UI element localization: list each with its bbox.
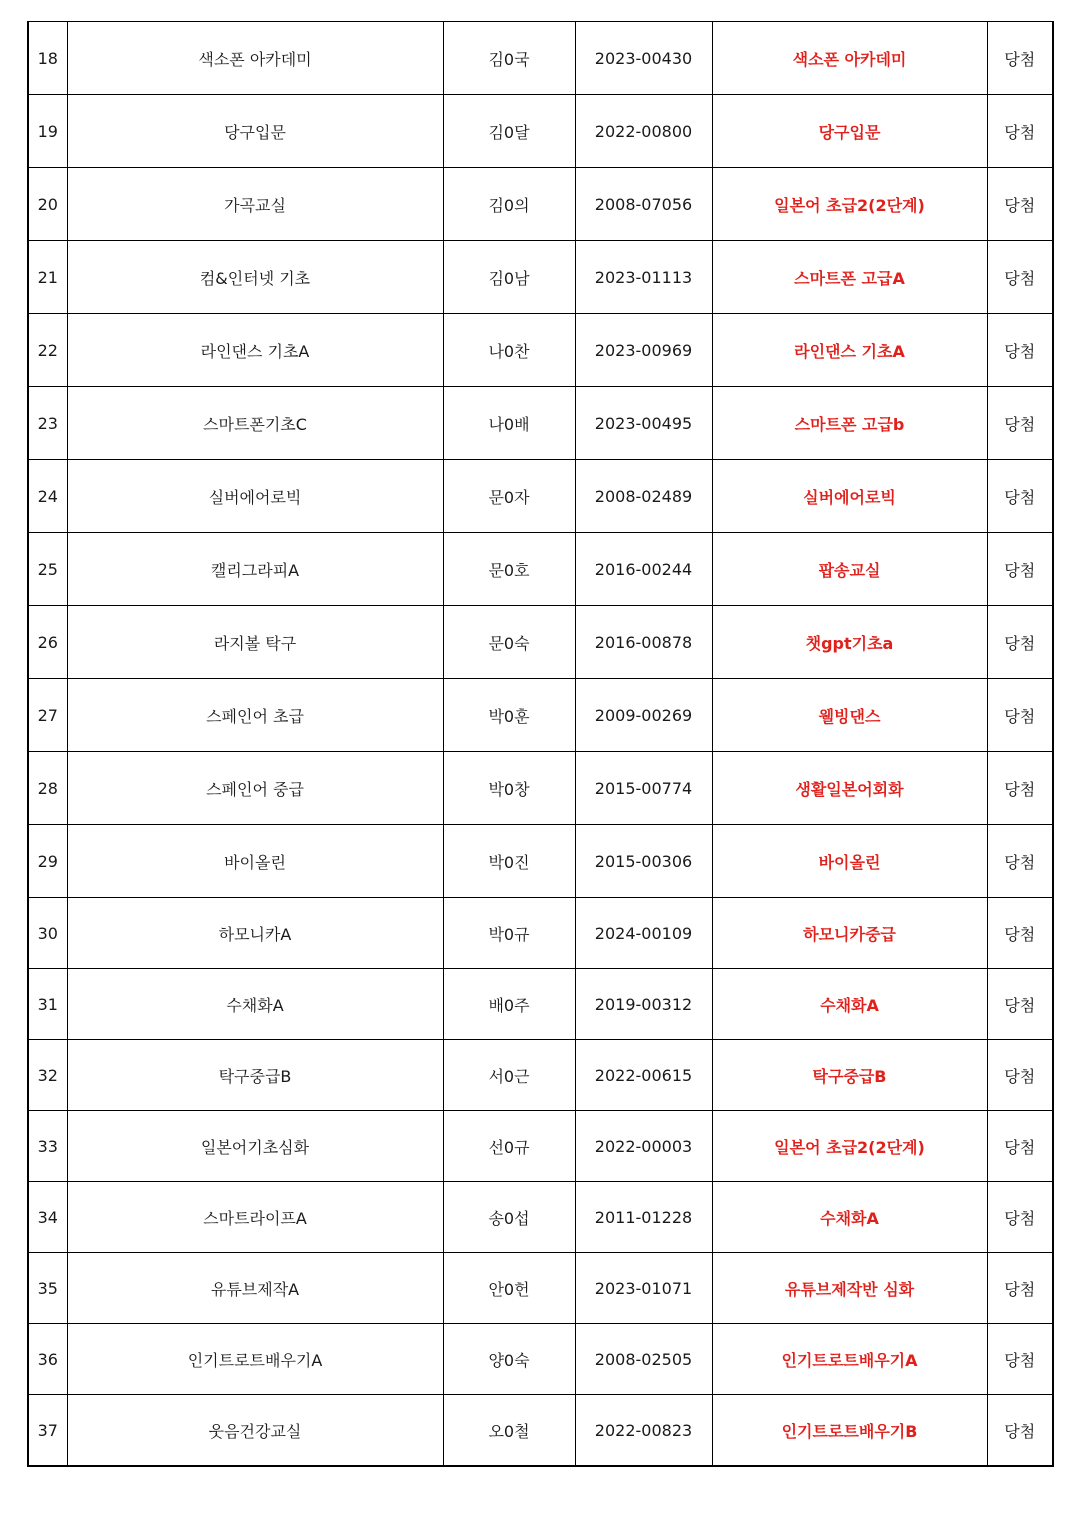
table-row (28, 1253, 1053, 1324)
member-id: 2024-00109 (575, 898, 712, 969)
row-number: 26 (28, 606, 67, 679)
lottery-result: 당첨 (987, 1395, 1053, 1467)
lottery-result: 당첨 (987, 22, 1053, 95)
table-row (28, 752, 1053, 825)
member-id: 2023-01113 (575, 241, 712, 314)
applicant-name: 박0창 (443, 752, 575, 825)
lottery-result: 당첨 (987, 898, 1053, 969)
applied-course: 유튜브제작A (67, 1253, 443, 1324)
applicant-name: 김0달 (443, 95, 575, 168)
lottery-result: 당첨 (987, 387, 1053, 460)
member-id: 2008-02489 (575, 460, 712, 533)
row-number: 22 (28, 314, 67, 387)
lottery-result: 당첨 (987, 95, 1053, 168)
member-id: 2015-00306 (575, 825, 712, 898)
applicant-name: 선0규 (443, 1111, 575, 1182)
applicant-name: 안0헌 (443, 1253, 575, 1324)
table-row (28, 533, 1053, 606)
lottery-result: 당첨 (987, 825, 1053, 898)
assigned-course: 바이올린 (712, 825, 987, 898)
member-id: 2022-00615 (575, 1040, 712, 1111)
assigned-course: 팝송교실 (712, 533, 987, 606)
applied-course: 바이올린 (67, 825, 443, 898)
assigned-course: 스마트폰 고급A (712, 241, 987, 314)
applied-course: 인기트로트배우기A (67, 1324, 443, 1395)
applied-course: 캘리그라피A (67, 533, 443, 606)
member-id: 2023-00495 (575, 387, 712, 460)
applicant-name: 김0남 (443, 241, 575, 314)
row-number: 18 (28, 22, 67, 95)
assigned-course: 일본어 초급2(2단계) (712, 1111, 987, 1182)
assigned-course: 하모니카중급 (712, 898, 987, 969)
row-number: 31 (28, 969, 67, 1040)
row-number: 37 (28, 1395, 67, 1467)
assigned-course: 생활일본어회화 (712, 752, 987, 825)
table-row (28, 22, 1053, 95)
assigned-course: 색소폰 아카데미 (712, 22, 987, 95)
assigned-course: 수채화A (712, 1182, 987, 1253)
member-id: 2022-00823 (575, 1395, 712, 1467)
table-body (28, 22, 1053, 1467)
lottery-result: 당첨 (987, 969, 1053, 1040)
applied-course: 라인댄스 기초A (67, 314, 443, 387)
lottery-result: 당첨 (987, 168, 1053, 241)
applicant-name: 김0국 (443, 22, 575, 95)
applied-course: 일본어기초심화 (67, 1111, 443, 1182)
applicant-name: 양0숙 (443, 1324, 575, 1395)
lottery-result: 당첨 (987, 1040, 1053, 1111)
table-row (28, 314, 1053, 387)
applied-course: 스페인어 초급 (67, 679, 443, 752)
row-number: 25 (28, 533, 67, 606)
member-id: 2023-00430 (575, 22, 712, 95)
assigned-course: 탁구중급B (712, 1040, 987, 1111)
assigned-course: 수채화A (712, 969, 987, 1040)
applicant-name: 배0주 (443, 969, 575, 1040)
row-number: 35 (28, 1253, 67, 1324)
lottery-result: 당첨 (987, 1111, 1053, 1182)
applicant-name: 나0찬 (443, 314, 575, 387)
table-row (28, 969, 1053, 1040)
assigned-course: 인기트로트배우기B (712, 1395, 987, 1467)
applicant-name: 나0배 (443, 387, 575, 460)
table-row (28, 387, 1053, 460)
applied-course: 실버에어로빅 (67, 460, 443, 533)
applicant-name: 송0섭 (443, 1182, 575, 1253)
table-row (28, 898, 1053, 969)
table-row (28, 679, 1053, 752)
lottery-result: 당첨 (987, 460, 1053, 533)
assigned-course: 챗gpt기초a (712, 606, 987, 679)
lottery-result: 당첨 (987, 1324, 1053, 1395)
assigned-course: 일본어 초급2(2단계) (712, 168, 987, 241)
table-row (28, 1395, 1053, 1467)
applicant-name: 박0훈 (443, 679, 575, 752)
row-number: 20 (28, 168, 67, 241)
lottery-result: 당첨 (987, 679, 1053, 752)
row-number: 21 (28, 241, 67, 314)
applied-course: 웃음건강교실 (67, 1395, 443, 1467)
lottery-result: 당첨 (987, 1182, 1053, 1253)
applicant-name: 문0자 (443, 460, 575, 533)
member-id: 2019-00312 (575, 969, 712, 1040)
member-id: 2023-01071 (575, 1253, 712, 1324)
assigned-course: 스마트폰 고급b (712, 387, 987, 460)
member-id: 2022-00800 (575, 95, 712, 168)
applied-course: 라지볼 탁구 (67, 606, 443, 679)
applied-course: 하모니카A (67, 898, 443, 969)
applied-course: 스마트라이프A (67, 1182, 443, 1253)
assigned-course: 웰빙댄스 (712, 679, 987, 752)
applied-course: 탁구중급B (67, 1040, 443, 1111)
assigned-course: 실버에어로빅 (712, 460, 987, 533)
applied-course: 컴&인터넷 기초 (67, 241, 443, 314)
member-id: 2008-02505 (575, 1324, 712, 1395)
lottery-result-table (27, 21, 1054, 1467)
row-number: 27 (28, 679, 67, 752)
member-id: 2009-00269 (575, 679, 712, 752)
applied-course: 스마트폰기초C (67, 387, 443, 460)
member-id: 2015-00774 (575, 752, 712, 825)
applied-course: 당구입문 (67, 95, 443, 168)
applicant-name: 박0규 (443, 898, 575, 969)
table-row (28, 1182, 1053, 1253)
lottery-result: 당첨 (987, 314, 1053, 387)
row-number: 30 (28, 898, 67, 969)
table-row (28, 1040, 1053, 1111)
table-row (28, 606, 1053, 679)
applied-course: 수채화A (67, 969, 443, 1040)
assigned-course: 유튜브제작반 심화 (712, 1253, 987, 1324)
assigned-course: 당구입문 (712, 95, 987, 168)
row-number: 32 (28, 1040, 67, 1111)
applied-course: 가곡교실 (67, 168, 443, 241)
applied-course: 스페인어 중급 (67, 752, 443, 825)
lottery-result: 당첨 (987, 533, 1053, 606)
table-row (28, 1111, 1053, 1182)
table-row (28, 460, 1053, 533)
member-id: 2022-00003 (575, 1111, 712, 1182)
member-id: 2023-00969 (575, 314, 712, 387)
row-number: 19 (28, 95, 67, 168)
applicant-name: 서0근 (443, 1040, 575, 1111)
table-row (28, 241, 1053, 314)
lottery-result: 당첨 (987, 752, 1053, 825)
member-id: 2016-00878 (575, 606, 712, 679)
row-number: 29 (28, 825, 67, 898)
member-id: 2008-07056 (575, 168, 712, 241)
lottery-result: 당첨 (987, 1253, 1053, 1324)
table-row (28, 825, 1053, 898)
row-number: 33 (28, 1111, 67, 1182)
applicant-name: 문0숙 (443, 606, 575, 679)
table-row (28, 1324, 1053, 1395)
table-row (28, 168, 1053, 241)
applicant-name: 문0호 (443, 533, 575, 606)
member-id: 2016-00244 (575, 533, 712, 606)
row-number: 28 (28, 752, 67, 825)
assigned-course: 라인댄스 기초A (712, 314, 987, 387)
row-number: 24 (28, 460, 67, 533)
lottery-result: 당첨 (987, 241, 1053, 314)
lottery-result-sheet (27, 21, 1052, 1467)
applicant-name: 김0의 (443, 168, 575, 241)
member-id: 2011-01228 (575, 1182, 712, 1253)
applicant-name: 박0진 (443, 825, 575, 898)
table-row (28, 95, 1053, 168)
row-number: 36 (28, 1324, 67, 1395)
applied-course: 색소폰 아카데미 (67, 22, 443, 95)
row-number: 34 (28, 1182, 67, 1253)
row-number: 23 (28, 387, 67, 460)
assigned-course: 인기트로트배우기A (712, 1324, 987, 1395)
applicant-name: 오0철 (443, 1395, 575, 1467)
lottery-result: 당첨 (987, 606, 1053, 679)
